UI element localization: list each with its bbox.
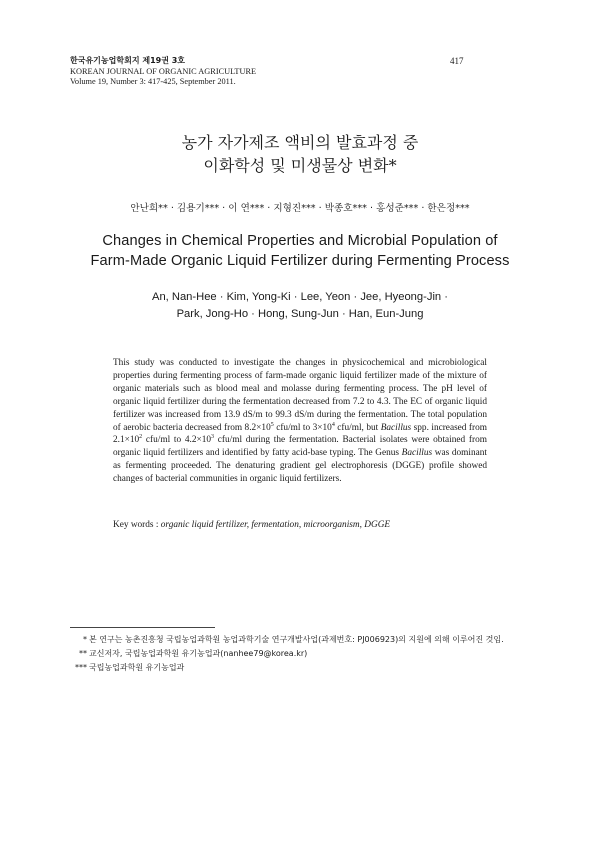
journal-volume: Volume 19, Number 3: 417-425, September 2011.: [70, 77, 236, 86]
footnote-mark: **: [79, 649, 87, 658]
title-kr-line1: 농가 자가제조 액비의 발효과정 중: [181, 133, 419, 152]
authors-en-line2: Park, Jong-Ho · Hong, Sung-Jun · Han, Eun-Jung: [176, 308, 424, 320]
page-number: 417: [450, 56, 464, 66]
abstract-text: This study was conducted to investigate the changes in physicochemical and microbiological properties during fermenting process of farm-made organic liquid fertilizer made of the mixture of organic materials such as blood meal and molasse during fermenting process. The pH level of organic liquid fertilizer during the fermentation decreased from 7.2 to 4.3. The EC of organic liquid fertilizer was increased from 13.9 dS/m to 99.3 dS/m during the fermentation. The total population of aerobic bacteria decreased from 8.2×10: [113, 358, 487, 433]
footnote-corresponding: [70, 647, 510, 661]
keywords-label: Key words :: [113, 520, 161, 530]
exponent: 5: [270, 421, 274, 428]
abstract-text: was dominant as fermenting proceeded. The denaturing gradient gel electrophoresis (DGGE) profile showed changes of bacterial communities in organic liquid fertilizers.: [113, 448, 487, 485]
authors-korean: 안난희** · 김용기*** · 이 연*** · 지형진*** · 박종호*** · 홍성준*** · 한은정***: [130, 203, 470, 214]
abstract-text: spp. increased from 2.1×10: [113, 422, 487, 446]
journal-name-en: KOREAN JOURNAL OF ORGANIC AGRICULTURE: [70, 66, 257, 76]
abstract-text: cfu/ml, but: [334, 422, 381, 433]
exponent: 2: [139, 434, 143, 441]
authors-english: [0, 289, 600, 323]
journal-name-kr: 한국유기농업학회지 제19권 3호: [70, 56, 186, 65]
footnote-text: 교신저자, 국립농업과학원 유기농업과(nanhee79@korea.kr): [89, 649, 308, 658]
title-en-line1: Changes in Chemical Properties and Microbial Population of: [102, 233, 498, 249]
footnote-divider: [70, 627, 215, 628]
abstract-text: cfu/ml to 3×10: [273, 422, 332, 433]
title-kr-line2: 이화학성 및 미생물상 변화*: [203, 156, 397, 175]
footnotes: [70, 633, 510, 675]
abstract-text: cfu/ml during the fermentation. Bacterial isolates were obtained from organic liquid fertilizers and identified by fatty acid-base typing. The Genus: [113, 435, 487, 459]
title-korean: [0, 131, 600, 177]
title-english: [0, 231, 600, 271]
genus-name: Bacillus: [401, 448, 433, 459]
footnote-affiliation: [70, 661, 510, 675]
footnote-mark: *: [83, 635, 87, 644]
abstract: [113, 357, 487, 486]
keywords-terms: organic liquid fertilizer, fermentation, microorganism, DGGE: [160, 520, 391, 530]
exponent: 4: [331, 421, 335, 428]
title-en-line2: Farm-Made Organic Liquid Fertilizer during Fermenting Process: [90, 253, 510, 269]
footnote-mark: ***: [75, 663, 87, 672]
exponent: 3: [211, 434, 215, 441]
authors-en-line1: An, Nan-Hee · Kim, Yong-Ki · Lee, Yeon · Jee, Hyeong-Jin ·: [151, 291, 448, 303]
footnote-funding: [70, 633, 510, 647]
abstract-text: cfu/ml to 4.2×10: [142, 435, 212, 446]
footnote-text: 국립농업과학원 유기농업과: [89, 663, 185, 672]
journal-header: [70, 56, 256, 88]
genus-name: Bacillus: [380, 422, 412, 433]
keywords: [113, 520, 493, 530]
footnote-text: 본 연구는 농촌진흥청 국립농업과학원 농업과학기술 연구개발사업(과제번호: PJ006923)의 지원에 의해 이루어진 것임.: [89, 635, 504, 644]
